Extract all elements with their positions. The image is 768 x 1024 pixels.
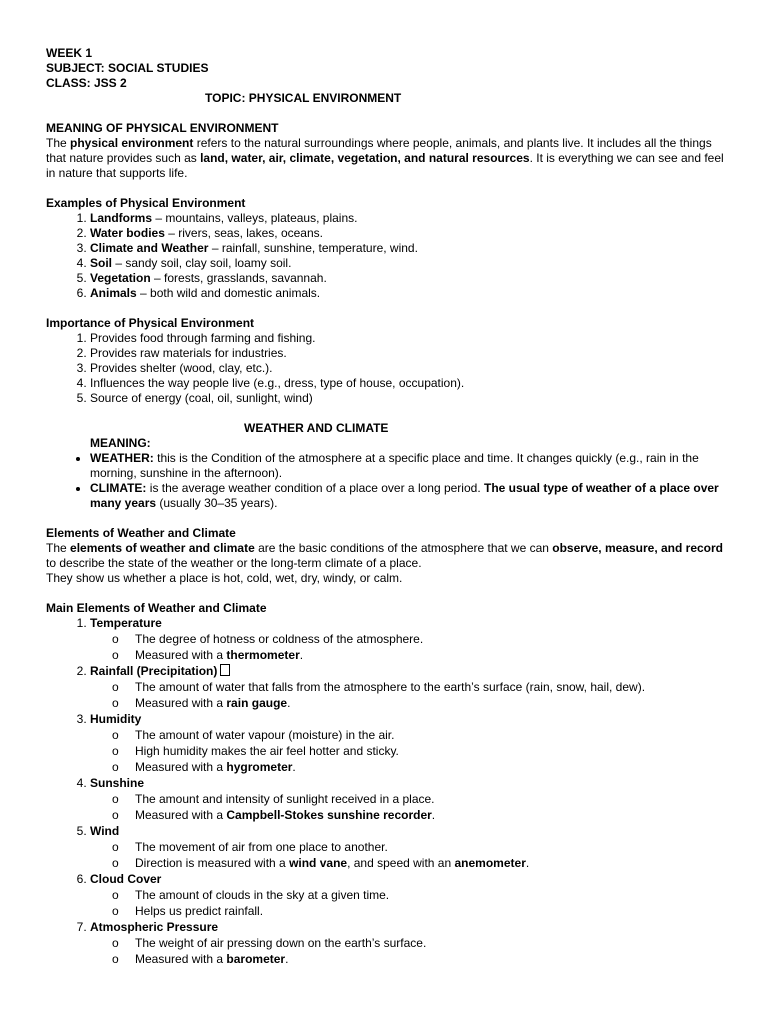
topic-title: TOPIC: PHYSICAL ENVIRONMENT bbox=[205, 91, 402, 105]
list-item-rainfall: 2. Rainfall (Precipitation) o The amount of water that falls from the atmosphere to the earth’s surface (rain, snow, hail, dew). o Measured with a rain gauge. bbox=[90, 664, 726, 711]
importance-heading: Importance of Physical Environment bbox=[46, 316, 255, 330]
sub-list-item: o High humidity makes the air feel hotter and sticky. bbox=[112, 744, 399, 758]
sub-list-item: o The degree of hotness or coldness of the atmosphere. bbox=[112, 632, 424, 646]
bullet-marker: o bbox=[112, 936, 119, 950]
bullet-marker: o bbox=[112, 856, 119, 870]
sub-list-item: o The amount of clouds in the sky at a given time. bbox=[112, 888, 390, 902]
list-item-sunshine: 4. Sunshine o The amount and intensity of sunlight received in a place. o Measured with a Campbell-Stokes sunshine recorder. bbox=[90, 776, 726, 823]
list-item: 5. Source of energy (coal, oil, sunlight, wind) bbox=[90, 391, 726, 406]
list-item: 3. Climate and Weather – rainfall, sunshine, temperature, wind. bbox=[90, 241, 726, 256]
bullet-marker: o bbox=[112, 680, 119, 694]
elements-paragraph-2: They show us whether a place is hot, cold, wet, dry, windy, or calm. bbox=[46, 571, 403, 585]
bullet-marker: o bbox=[112, 632, 119, 646]
main-elements-heading: Main Elements of Weather and Climate bbox=[46, 601, 267, 615]
list-item: 2. Provides raw materials for industries. bbox=[90, 346, 726, 361]
meaning-label: MEANING: bbox=[90, 436, 151, 450]
elements-paragraph: The elements of weather and climate are the basic conditions of the atmosphere that we can observe, measure, and record to describe the state of the weather or the long-term climate of a place. bbox=[46, 541, 724, 570]
document-header bbox=[46, 46, 208, 91]
document-body bbox=[46, 121, 726, 968]
examples-heading: Examples of Physical Environment bbox=[46, 196, 246, 210]
sub-list-item: o Direction is measured with a wind vane, and speed with an anemometer. bbox=[112, 856, 530, 870]
definitions-list bbox=[46, 451, 726, 511]
list-item: 1. Landforms – mountains, valleys, plateaus, plains. bbox=[90, 211, 726, 226]
bullet-marker: o bbox=[112, 728, 119, 742]
sub-list-item: o Measured with a rain gauge. bbox=[112, 696, 291, 710]
sub-list-item: o The weight of air pressing down on the earth’s surface. bbox=[112, 936, 427, 950]
sub-list-item: o Helps us predict rainfall. bbox=[112, 904, 264, 918]
meaning-heading: MEANING OF PHYSICAL ENVIRONMENT bbox=[46, 121, 279, 135]
bullet-marker: o bbox=[112, 696, 119, 710]
meaning-paragraph: The physical environment refers to the natural surroundings where people, animals, and plants live. It includes all the things that nature provides such as land, water, air, climate, vegetation, and natural resources. It is everything we can see and feel in nature that supports life. bbox=[46, 136, 724, 180]
class-label: CLASS: JSS 2 bbox=[46, 76, 127, 90]
sub-list-item: o The movement of air from one place to another. bbox=[112, 840, 388, 854]
list-item: 4. Influences the way people live (e.g., dress, type of house, occupation). bbox=[90, 376, 726, 391]
bullet-marker: o bbox=[112, 744, 119, 758]
examples-list bbox=[46, 211, 726, 301]
list-item-humidity: 3. Humidity o The amount of water vapour (moisture) in the air. o High humidity makes the air feel hotter and sticky. o Measured with a hygrometer. bbox=[90, 712, 726, 775]
elements-heading: Elements of Weather and Climate bbox=[46, 526, 236, 540]
sub-list-item: o The amount of water vapour (moisture) in the air. bbox=[112, 728, 395, 742]
week-label: WEEK 1 bbox=[46, 46, 93, 60]
list-item: 4. Soil – sandy soil, clay soil, loamy soil. bbox=[90, 256, 726, 271]
sub-list-item: o Measured with a thermometer. bbox=[112, 648, 304, 662]
sub-list-item: o Measured with a barometer. bbox=[112, 952, 289, 966]
missing-glyph-icon bbox=[220, 664, 230, 676]
importance-list bbox=[46, 331, 726, 406]
sub-list-item: o Measured with a Campbell-Stokes sunshine recorder. bbox=[112, 808, 436, 822]
list-item: 6. Animals – both wild and domestic animals. bbox=[90, 286, 726, 301]
list-item: 3. Provides shelter (wood, clay, etc.). bbox=[90, 361, 726, 376]
bullet-marker: o bbox=[112, 840, 119, 854]
bullet-marker: o bbox=[112, 904, 119, 918]
list-item-temperature: 1. Temperature o The degree of hotness or coldness of the atmosphere. o Measured with a thermometer. bbox=[90, 616, 726, 663]
list-item-wind: 5. Wind o The movement of air from one place to another. o Direction is measured with a wind vane, and speed with an anemometer. bbox=[90, 824, 726, 871]
list-item: 1. Provides food through farming and fishing. bbox=[90, 331, 726, 346]
bullet-marker: o bbox=[112, 808, 119, 822]
sub-list-item: o Measured with a hygrometer. bbox=[112, 760, 296, 774]
list-item-atmospheric-pressure: 7. Atmospheric Pressure o The weight of air pressing down on the earth’s surface. o Measured with a barometer. bbox=[90, 920, 726, 967]
list-item-weather: • WEATHER: this is the Condition of the atmosphere at a specific place and time. It changes quickly (e.g., rain in the morning, sunshine in the afternoon). bbox=[90, 451, 726, 481]
list-item-climate: • CLIMATE: is the average weather condition of a place over a long period. The usual type of weather of a place over many years (usually 30–35 years). bbox=[90, 481, 726, 511]
subject-label: SUBJECT: SOCIAL STUDIES bbox=[46, 61, 209, 75]
sub-list-item: o The amount and intensity of sunlight received in a place. bbox=[112, 792, 435, 806]
bullet-marker: o bbox=[112, 792, 119, 806]
bullet-marker: o bbox=[112, 648, 119, 662]
list-item: 5. Vegetation – forests, grasslands, savannah. bbox=[90, 271, 726, 286]
main-elements-list bbox=[46, 616, 726, 967]
list-item-cloud-cover: 6. Cloud Cover o The amount of clouds in the sky at a given time. o Helps us predict rainfall. bbox=[90, 872, 726, 919]
bullet-marker: o bbox=[112, 888, 119, 902]
list-item: 2. Water bodies – rivers, seas, lakes, oceans. bbox=[90, 226, 726, 241]
bullet-marker: o bbox=[112, 760, 119, 774]
bullet-marker: o bbox=[112, 952, 119, 966]
weather-climate-heading: WEATHER AND CLIMATE bbox=[244, 421, 389, 435]
sub-list-item: o The amount of water that falls from the atmosphere to the earth’s surface (rain, snow, hail, dew). bbox=[112, 680, 646, 694]
